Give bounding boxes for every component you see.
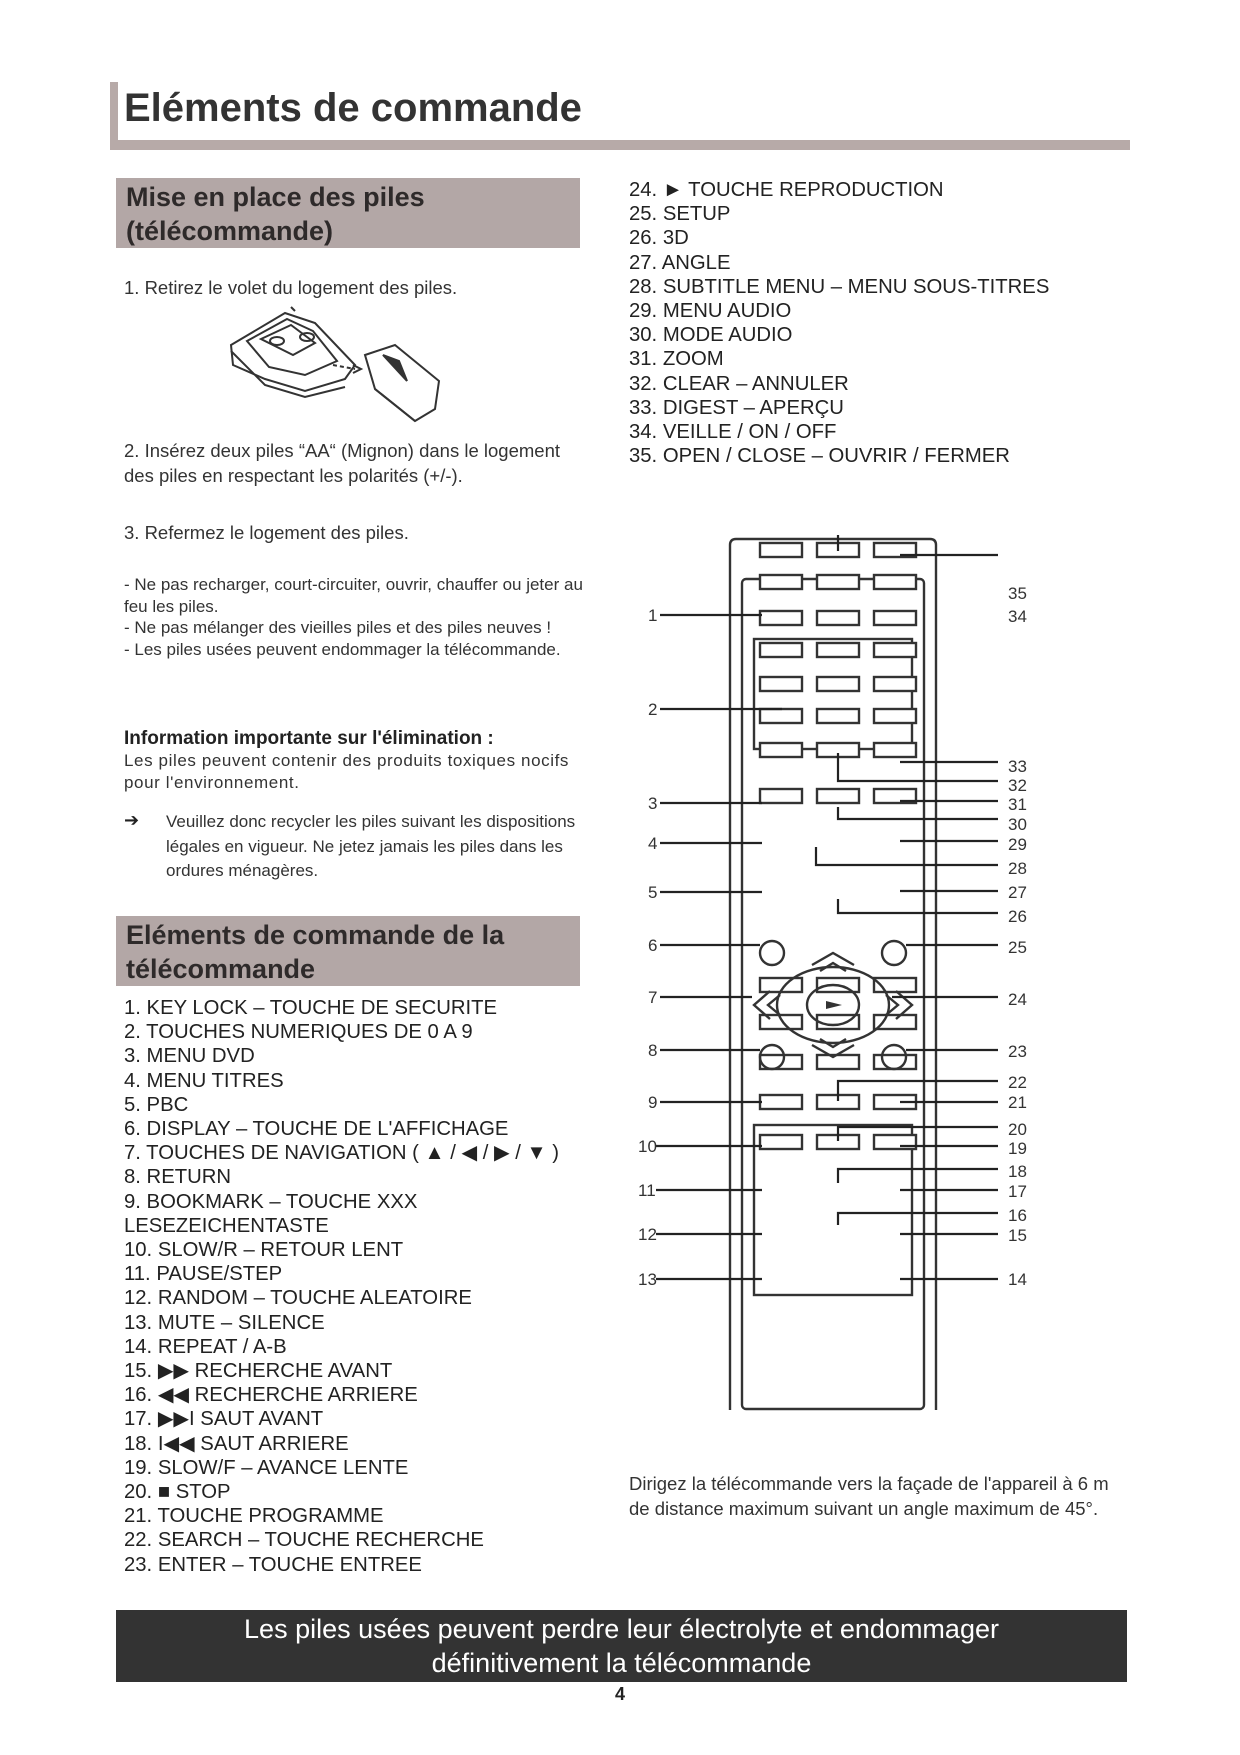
warning-item: - Ne pas mélanger des vieilles piles et des piles neuves ! [124, 618, 552, 637]
remote-button [760, 611, 802, 625]
remote-button [760, 1095, 802, 1109]
diagram-label-right: 27 [1008, 883, 1027, 902]
controls-list-left [124, 996, 594, 1577]
diagram-label-left: 2 [648, 700, 658, 719]
header-accent-bar [110, 82, 118, 144]
list-item: 8. RETURN [124, 1166, 232, 1189]
diagram-label-right: 28 [1008, 859, 1027, 878]
battery-section-heading [116, 178, 580, 248]
page-title: Eléments de commande [124, 86, 582, 130]
diagram-label-right: 24 [1008, 990, 1027, 1009]
recycle-text: Veuillez donc recycler les piles suivant les dispositions légales en vigueur. Ne jetez jamais les piles dans les ordures ménagères. [166, 812, 576, 880]
list-item: 26. 3D [629, 227, 689, 250]
remote-button [817, 1055, 859, 1069]
list-item: 15. ▶▶ RECHERCHE AVANT [124, 1360, 393, 1383]
diagram-label-left: 12 [638, 1225, 657, 1244]
list-item: 14. REPEAT / A-B [124, 1335, 287, 1358]
diagram-label-right: 20 [1008, 1120, 1027, 1139]
diagram-label-left: 11 [638, 1181, 656, 1200]
banner-line-1: Les piles usées peuvent perdre leur électrolyte et endommager [244, 1614, 999, 1644]
list-item: 28. SUBTITLE MENU – MENU SOUS-TITRES [629, 275, 1050, 298]
remote-button [817, 611, 859, 625]
remote-button [874, 743, 916, 757]
list-item: 5. PBC [124, 1093, 189, 1116]
controls-list-right [629, 178, 1129, 468]
remote-button [760, 743, 802, 757]
list-item: 11. PAUSE/STEP [124, 1263, 283, 1286]
diagram-label-right: 25 [1008, 938, 1027, 957]
list-item: 1. KEY LOCK – TOUCHE DE SECURITE [124, 997, 498, 1019]
diagram-label-right: 17 [1008, 1182, 1027, 1201]
list-item: 19. SLOW/F – AVANCE LENTE [124, 1456, 409, 1479]
diagram-label-left: 4 [648, 834, 658, 853]
diagram-label-left: 7 [648, 988, 658, 1007]
diagram-label-right: 33 [1008, 757, 1027, 776]
list-item: 13. MUTE – SILENCE [124, 1311, 325, 1334]
arrow-icon: ➔ [124, 810, 140, 830]
warning-banner [116, 1610, 1127, 1682]
leader-line [838, 1213, 998, 1225]
remote-button [760, 575, 802, 589]
diagram-label-right: 14 [1008, 1270, 1027, 1289]
diagram-label-right: 26 [1008, 907, 1027, 926]
page-number: 4 [614, 1684, 625, 1704]
remote-button [817, 575, 859, 589]
list-item: 31. ZOOM [629, 348, 724, 371]
list-item: 3. MENU DVD [124, 1045, 255, 1068]
remote-button [760, 789, 802, 803]
list-item: 2. TOUCHES NUMERIQUES DE 0 A 9 [124, 1021, 473, 1044]
banner-line-2: définitivement la télécommande [431, 1648, 812, 1678]
diagram-label-left: 9 [648, 1093, 658, 1112]
diagram-label-right: 35 [1008, 584, 1027, 603]
battery-step-2: 2. Insérez deux piles “AA“ (Mignon) dans le logement des piles en respectant les polarités (+/-). [124, 440, 560, 486]
leader-line [838, 807, 998, 819]
controls-heading-line1: Eléments de commande de la [126, 920, 505, 950]
list-item: LESEZEICHENTASTE [124, 1214, 329, 1237]
remote-inner-panel [742, 579, 924, 1409]
diagram-label-right: 34 [1008, 607, 1027, 626]
diagram-label-right: 18 [1008, 1162, 1027, 1181]
transport-keys-frame [754, 1125, 912, 1295]
diagram-label-right: 30 [1008, 815, 1027, 834]
list-item: 7. TOUCHES DE NAVIGATION ( ▲ / ◀ / ▶ / ▼ ) [124, 1142, 559, 1165]
list-item: 33. DIGEST – APERÇU [629, 396, 844, 419]
diagram-label-right: 22 [1008, 1073, 1027, 1092]
diagram-label-right: 29 [1008, 835, 1027, 854]
battery-compartment-illustration [225, 305, 485, 430]
remote-button [874, 643, 916, 657]
diagram-label-left: 13 [638, 1270, 657, 1289]
leader-line [838, 535, 998, 551]
battery-warnings [124, 574, 584, 660]
diagram-label-right: 31 [1008, 795, 1027, 814]
list-item: 27. ANGLE [629, 251, 731, 274]
leader-line [838, 1169, 998, 1183]
warning-item: - Les piles usées peuvent endommager la télécommande. [124, 639, 561, 659]
list-item: 4. MENU TITRES [124, 1069, 284, 1092]
remote-button [874, 709, 916, 723]
remote-button [874, 611, 916, 625]
list-item: 23. ENTER – TOUCHE ENTREE [124, 1553, 422, 1576]
diagram-label-right: 32 [1008, 776, 1027, 795]
diagram-label-left: 5 [648, 883, 658, 902]
list-item: 20. ■ STOP [124, 1481, 231, 1504]
remote-button [760, 709, 802, 723]
remote-button [817, 709, 859, 723]
remote-button [760, 543, 802, 557]
battery-heading-line2: (télécommande) [126, 216, 334, 246]
diagram-label-left: 1 [648, 606, 658, 625]
list-item: 22. SEARCH – TOUCHE RECHERCHE [124, 1529, 484, 1552]
diagram-label-left: 3 [648, 794, 658, 813]
leader-line [816, 847, 998, 865]
diagram-label-right: 21 [1008, 1093, 1027, 1112]
remote-button [760, 1135, 802, 1149]
remote-button [874, 575, 916, 589]
diagram-label-left: 10 [638, 1137, 657, 1156]
page-header [110, 82, 1130, 144]
disposal-text: Les piles peuvent contenir des produits toxiques nocifs pour l'environnement. [124, 751, 570, 792]
list-item: 17. ▶▶I SAUT AVANT [124, 1408, 324, 1431]
remote-button [817, 643, 859, 657]
remote-button [874, 1055, 916, 1069]
diagram-label-right: 15 [1008, 1226, 1027, 1245]
remote-button [817, 677, 859, 691]
controls-heading-line2: télécommande [126, 954, 316, 984]
disposal-heading: Information importante sur l'élimination : [124, 728, 494, 749]
battery-step-3: 3. Refermez le logement des piles. [124, 522, 409, 543]
diagram-label-right: 19 [1008, 1139, 1027, 1158]
battery-heading-line1: Mise en place des piles [126, 182, 425, 212]
battery-step-1: 1. Retirez le volet du logement des piles. [124, 277, 458, 298]
leader-line [838, 1081, 998, 1101]
leader-line [838, 753, 998, 781]
diagram-label-right: 23 [1008, 1042, 1027, 1061]
remote-button [760, 677, 802, 691]
play-triangle-icon [826, 1001, 842, 1009]
list-item: 32. CLEAR – ANNULER [629, 372, 849, 395]
controls-section-heading [116, 916, 580, 986]
list-item: 35. OPEN / CLOSE – OUVRIR / FERMER [629, 445, 1010, 468]
list-item: 9. BOOKMARK – TOUCHE XXX [124, 1190, 418, 1213]
diagram-label-left: 8 [648, 1041, 658, 1060]
warning-item: - Ne pas recharger, court-circuiter, ouvrir, chauffer ou jeter au feu les piles. [124, 575, 583, 616]
list-item: 24. ► TOUCHE REPRODUCTION [629, 179, 944, 201]
list-item: 18. I◀◀ SAUT ARRIERE [124, 1432, 349, 1455]
diagram-label-right: 16 [1008, 1206, 1027, 1225]
list-item: 6. DISPLAY – TOUCHE DE L'AFFICHAGE [124, 1118, 509, 1141]
header-rule [110, 140, 1130, 150]
remote-button [874, 677, 916, 691]
list-item: 34. VEILLE / ON / OFF [629, 421, 837, 444]
list-item: 30. MODE AUDIO [629, 324, 793, 347]
leader-line [838, 1127, 998, 1141]
list-item: 29. MENU AUDIO [629, 300, 792, 323]
list-item: 16. ◀◀ RECHERCHE ARRIERE [124, 1384, 418, 1407]
remote-control-diagram [630, 535, 1050, 1415]
aim-note: Dirigez la télécommande vers la façade de l'appareil à 6 m de distance maximum suivant un angle maximum de 45°. [629, 1473, 1109, 1519]
remote-button [760, 643, 802, 657]
list-item: 12. RANDOM – TOUCHE ALEATOIRE [124, 1287, 472, 1310]
remote-button [817, 789, 859, 803]
leader-line [838, 899, 998, 913]
diagram-label-left: 6 [648, 936, 658, 955]
list-item: 21. TOUCHE PROGRAMME [124, 1505, 384, 1528]
list-item: 10. SLOW/R – RETOUR LENT [124, 1239, 404, 1262]
list-item: 25. SETUP [629, 203, 731, 226]
